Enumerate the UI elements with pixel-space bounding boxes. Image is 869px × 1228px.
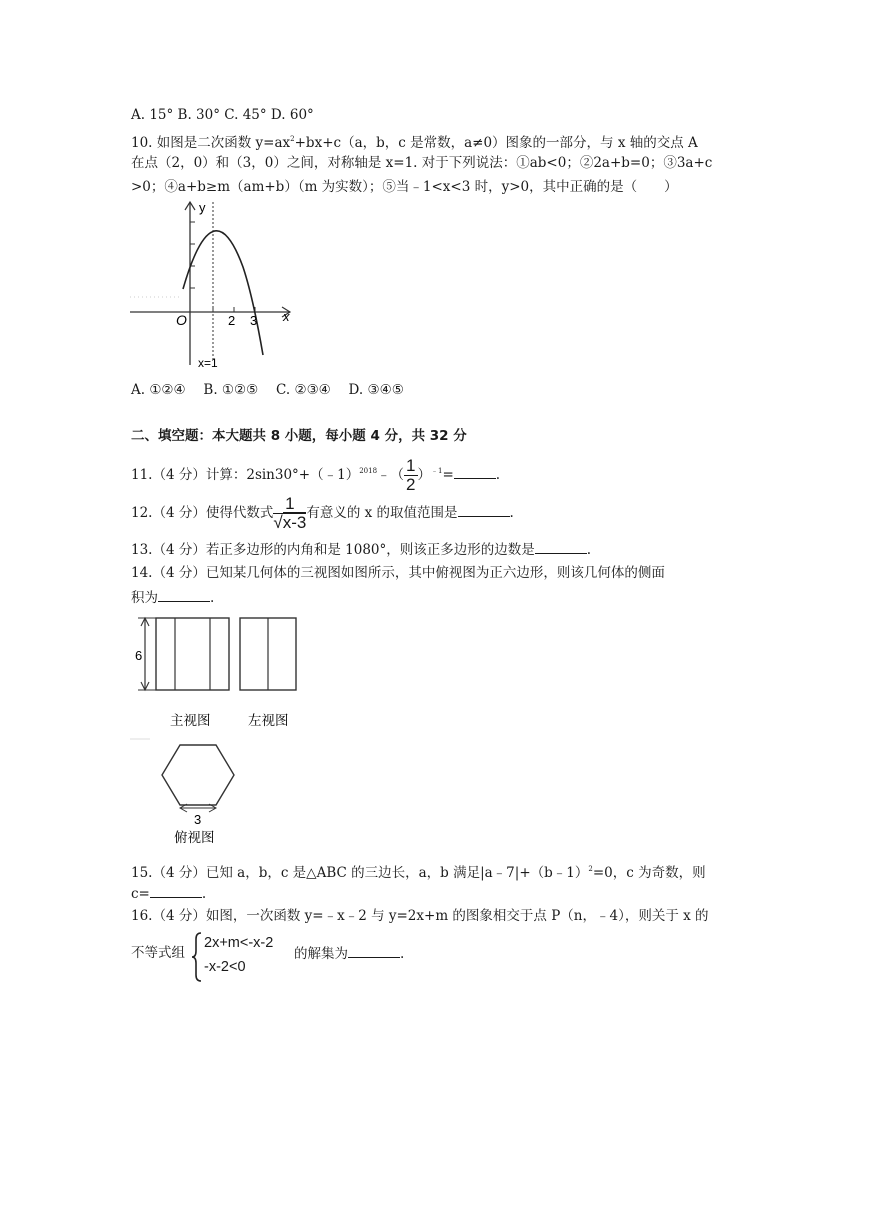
q16-line1: 16.（4 分）如图，一次函数 y=﹣x﹣2 与 y=2x+m 的图象相交于点 P（n，﹣4），则关于 x 的 [131, 908, 709, 924]
q15-line1-text: 15.（4 分）已知 a，b，c 是△ABC 的三边长，a，b 满足|a﹣7|+（b﹣1） [131, 865, 589, 881]
fig-width-label: 3 [194, 812, 202, 827]
q10-options: A. ①②④ B. ①②⑤ C. ②③④ D. ③④⑤ [131, 382, 404, 398]
q12-frac-num: 1 [273, 495, 306, 514]
q14-line1: 14.（4 分）已知某几何体的三视图如图所示，其中俯视图为正六边形，则该几何体的侧面 [131, 565, 665, 581]
fig-left-label: 左视图 [248, 713, 289, 728]
q15-line1-rest: =0，c 为奇数，则 [592, 865, 706, 881]
q15-line1 [131, 859, 706, 883]
q11-fraction [404, 457, 417, 494]
q11-frac-num: 1 [406, 456, 416, 475]
fig-front-label: 主视图 [170, 713, 211, 728]
q11 [131, 453, 500, 494]
q15-line2 [131, 883, 206, 904]
q16-suffix-line [294, 943, 404, 964]
q16-answer-blank[interactable] [348, 943, 400, 958]
q11-mid: ﹣（ [377, 467, 405, 483]
q12-prefix: 12.（4 分）使得代数式 [131, 505, 274, 521]
graph-tick-2: 2 [228, 313, 236, 328]
q14-line2-text: 积为 [131, 590, 158, 606]
q13 [131, 539, 591, 560]
q16-inequality-system [204, 931, 273, 979]
q9-options: A. 15° B. 30° C. 45° D. 60° [131, 107, 314, 123]
graph-axis-label: x=1 [198, 356, 218, 370]
q10-line3: >0；④a+b≥m（am+b）（m 为实数）；⑤当﹣1<x<3 时，y>0，其中正确的是（ ） [131, 179, 678, 195]
q10-exp: 2 [290, 135, 295, 143]
q11-exp: 2018 [359, 467, 378, 475]
q14-answer-blank[interactable] [158, 587, 210, 602]
q13-answer-blank[interactable] [535, 539, 587, 554]
q15-exp: 2 [588, 865, 593, 873]
q10-line1-text: 10. 如图是二次函数 y=ax [131, 135, 291, 151]
q11-answer-blank[interactable] [454, 464, 496, 479]
section2-title: 二、填空题：本大题共 8 小题，每小题 4 分，共 32 分 [131, 428, 467, 444]
q10-line1-rest: +bx+c（a，b，c 是常数，a≠0）图象的一部分，与 x 轴的交点 A [294, 135, 698, 151]
fig-top-label: 俯视图 [174, 830, 215, 845]
q13-end: . [586, 542, 592, 558]
q15-end: . [201, 886, 207, 902]
q16-ineq1: 2x+m<-x-2 [204, 935, 274, 951]
q15-answer-blank[interactable] [150, 883, 202, 898]
q16-suffix: 的解集为 [294, 946, 348, 962]
q13-text: 13.（4 分）若正多边形的内角和是 1080°，则该正多边形的边数是 [131, 542, 535, 558]
q16-brace [191, 931, 203, 983]
fig-height-label: 6 [135, 648, 143, 663]
q10-line1 [131, 129, 698, 153]
q10-parabola-graph [125, 197, 300, 372]
q14-three-view-figure [130, 612, 310, 852]
graph-y-label: y [199, 200, 206, 215]
q11-prefix: 11.（4 分）计算：2sin30°+（﹣1） [131, 467, 360, 483]
q16-prefix: 不等式组 [131, 945, 185, 961]
graph-x-label: x [283, 309, 290, 324]
q11-eq: = [442, 467, 454, 483]
graph-tick-3: 3 [250, 313, 258, 328]
q11-close: ） [417, 467, 432, 483]
q12-suffix: 有意义的 x 的取值范围是 [306, 505, 458, 521]
q12-fraction [273, 495, 306, 532]
q16-end: . [400, 946, 405, 962]
q12-radicand: x-3 [282, 513, 307, 532]
q11-end: . [495, 467, 501, 483]
q14-line2 [131, 587, 214, 608]
q12 [131, 495, 514, 532]
q16-ineq2: -x-2<0 [204, 959, 246, 975]
q12-end: . [509, 505, 514, 521]
q12-answer-blank[interactable] [458, 502, 510, 517]
q10-line2: 在点（2，0）和（3，0）之间，对称轴是 x=1. 对于下列说法：①ab<0；②2a+b=0；③3a+c [131, 155, 713, 171]
q12-frac-den: √x-3 [273, 513, 307, 532]
q15-line2-text: c= [131, 886, 150, 902]
q11-exp2: ﹣1 [431, 467, 443, 475]
q14-end: . [210, 590, 215, 606]
q11-frac-den: 2 [406, 475, 416, 494]
graph-origin-label: O [176, 312, 187, 328]
